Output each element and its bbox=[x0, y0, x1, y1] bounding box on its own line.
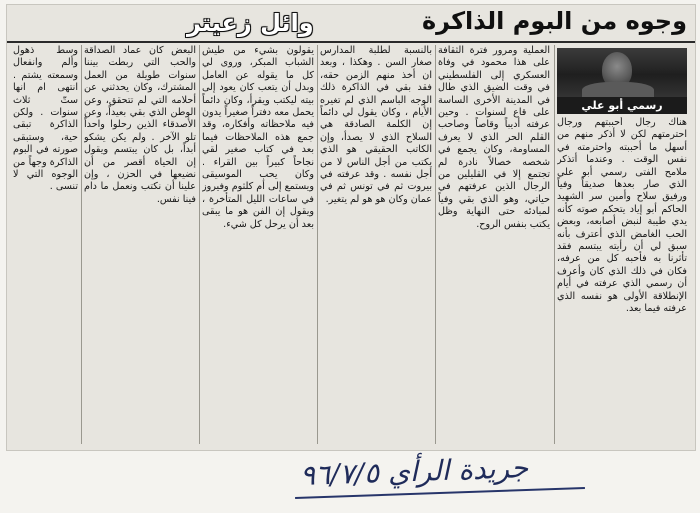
newspaper-clipping bbox=[6, 4, 696, 451]
author-name: وائل زعيتر bbox=[187, 9, 314, 37]
handwritten-source-note: جريدة الرأي ٩٦/٧/٥ bbox=[299, 451, 529, 492]
article-column-3: بالنسبة لطلبة المدارس صغار السن . وهكذا ، وبعد ان أخذ منهم الزمن حقه، فقد بقي في الذاكرة ذلك الوجه الباسم الذي لم تغيره الأيام ، وكان يقول لي دائماً إن الكلمة الصادقة هي السلاح الذي لا يصدأ، وإن الكاتب الحقيقي هو الذي يكتب من أجل الناس لا من أجل نفسه . وقد عرفته في بيروت ثم في تونس ثم في عمان وكان هو هو لم يتغير. bbox=[320, 45, 432, 205]
article-title: وجوه من البوم الذاكرة bbox=[421, 7, 687, 35]
photo-caption: رسمي أبو علي bbox=[557, 97, 687, 114]
article-column-5: البعض كان عماد الصداقة والحب التي ربطت بيننا سنوات طويلة من العمل المشترك، وكان يحدثني عن أحلامه التي لم تتحقق، وعن الوطن الذي بقي بعيداً، وعن الأصدقاء الذين رحلوا واحداً تلو الآخر . ولم يكن يشكو أبداً، بل كان يبتسم ويقول إن الحياة أقصر من أن نضيعها في الحزن ، وإن علينا أن نكتب ونعمل ما دام فينا نفس. bbox=[84, 45, 196, 205]
article-column-4: يقولون بشيء من طيش الشباب المبكر، وروى لي كل ما يقوله عن العامل وبدل أن يتعب كان يعود إلى بيته ليكتب ويقرأ، وكان دائماً يحمل معه دفتراً صغيراً يدون فيه ملاحظاته وأفكاره، وقد جمع هذه الملاحظات فيما بعد في كتاب صغير لقي نجاحاً كبيراً بين القراء . وكان يحب الموسيقى ويستمع إلى أم كلثوم وفيروز في ساعات الليل المتأخرة ، ويقول إن الفن هو ما يبقى بعد أن يرحل كل شيء. bbox=[202, 45, 314, 230]
article-column-2: العملية ومرور فترة الثقافة على هذا محمود في وفاة العسكري إلى الفلسطيني في وقت الضيق الذي طال في المدينة الأخرى الساسة على قاع لسنوات . وحين عرفته أديباً وقاصاً وصاحب القلم الحر الذي لا يعرف المساومة، وكان يجمع في شخصه خصالاً نادرة لم تجتمع إلا في القليلين من الرجال الذين عرفتهم في حياتي، وهو الذي بقي وفياً لمبادئه حتى النهاية وظل يكتب بنفس الروح. bbox=[438, 45, 550, 230]
title-divider bbox=[7, 41, 695, 43]
author-photo bbox=[557, 48, 687, 97]
article-column-6: وسط ذهول وألم وانفعال وسمعته يشتم . انتهى ام انها ستّ ثلاث سنوات . ولكن الذاكرة تبقى حية، وستبقى صورته في البوم الذاكرة وجهاً من الوجوه التي لا تنسى . bbox=[13, 45, 78, 193]
column-divider bbox=[554, 45, 555, 444]
column-divider bbox=[435, 45, 436, 444]
column-divider bbox=[317, 45, 318, 444]
column-divider bbox=[199, 45, 200, 444]
column-divider bbox=[81, 45, 82, 444]
article-column-1: هناك رجال أحببتهم ورجال احترمتهم لكن لا أذكر منهم من أسهل ما أحببته واحترمته في نفس الوقت . وعندما أتذكر ملامح الفتى رسمي أبو علي الذي صار بعدها صديقاً وفياً ورفيق سلاح وأمين سر الشهيد الحاكم أبو إياد يتحكم صوته كأنه يدي طيبة لنبض أصابعه، وبعض الحب الغامض الذي أعترف بأنه سبق لي أن رأيته يبتسم فقد تأثرنا به فأحبه كل من عرفه، فكان في ذلك الذي كان وأعرف أن رسمي الذي عرفته في أيام الإنطلاقة الأولى هو نفسه الذي عرفته فيما بعد. bbox=[557, 117, 687, 315]
